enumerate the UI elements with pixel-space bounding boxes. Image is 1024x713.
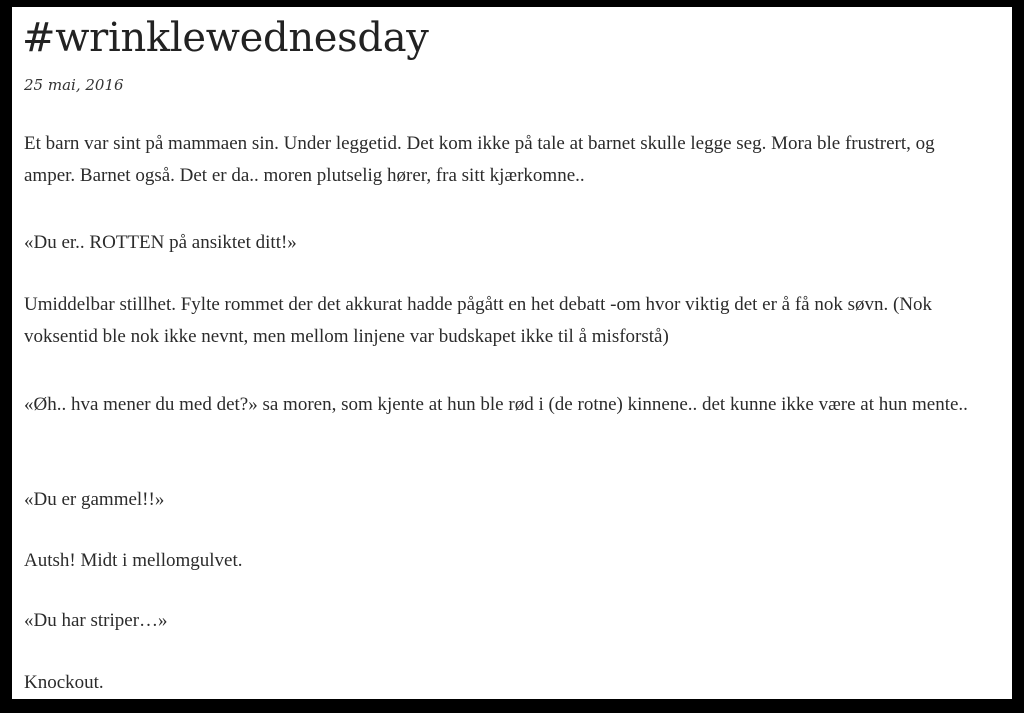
post-paragraph: Knockout. [24, 672, 104, 693]
post-paragraph: Et barn var sint på mammaen sin. Under leggetid. Det kom ikke på tale at barnet skulle legge seg. Mora ble frustrert, og amper. Barnet også. Det er da.. moren plutselig hører, fra sitt kjærkomne.. [24, 133, 935, 186]
post-paragraph: «Du er.. ROTTEN på ansiktet ditt!» [24, 232, 297, 253]
post-date: 25 mai, 2016 [24, 76, 124, 94]
post-paragraph: Umiddelbar stillhet. Fylte rommet der det akkurat hadde pågått en het debatt -om hvor viktig det er å få nok søvn. (Nok voksentid ble nok ikke nevnt, men mellom linjene var budskapet ikke til å misforstå) [24, 294, 933, 347]
post-content [12, 7, 1012, 699]
post-title: #wrinklewednesday [22, 15, 429, 61]
post-paragraph: «Du har striper…» [24, 610, 168, 631]
post-paragraph: Autsh! Midt i mellomgulvet. [24, 550, 243, 571]
post-paragraph: «Øh.. hva mener du med det?» sa moren, som kjente at hun ble rød i (de rotne) kinnene.. det kunne ikke være at hun mente.. [24, 394, 968, 415]
post-paragraph: «Du er gammel!!» [24, 489, 165, 510]
